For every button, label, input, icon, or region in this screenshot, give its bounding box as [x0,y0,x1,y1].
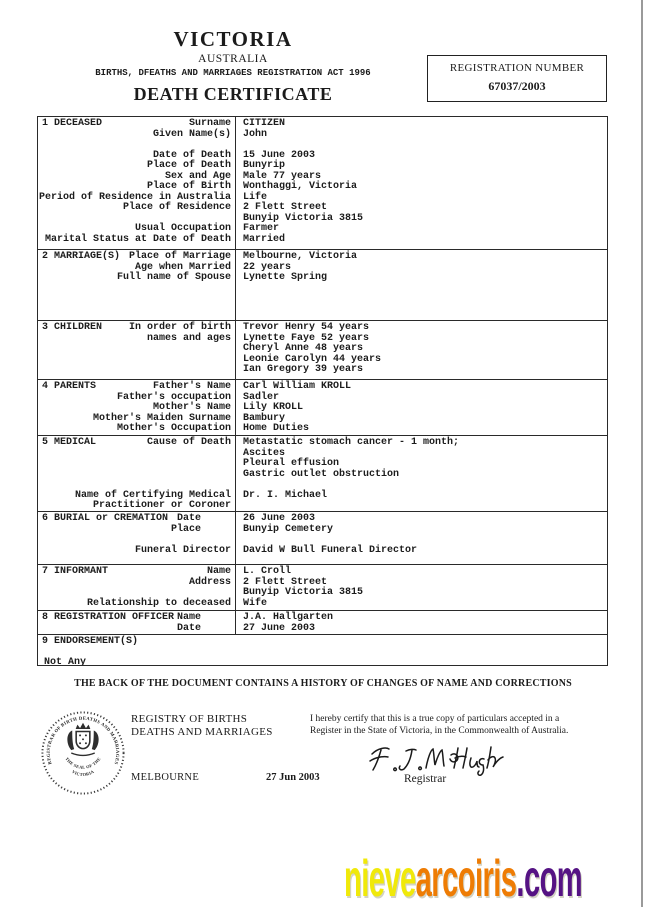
field-label: Date of Death [152,149,231,161]
field-label: Usual Occupation [134,223,231,234]
field-value: 15 June 2003 [243,149,316,161]
field-line [38,459,607,470]
field-line [38,182,607,193]
field-line [38,224,607,235]
field-label: Sex and Age [164,170,231,182]
svg-text:VICTORIA: VICTORIA [71,768,95,778]
field-label: Marital Status at Date of Death [44,233,231,245]
field-line [38,344,607,355]
field-value: Wonthaggi, Victoria [243,181,358,192]
column-divider [235,117,236,249]
section-title: 4 PARENTS [42,381,97,392]
field-line [38,648,607,659]
field-label: Relationship to deceased [86,597,231,609]
registrar-label: Registrar [404,773,447,785]
field-value: Bunyip Victoria 3815 [243,587,364,598]
field-label: Age when Married [134,261,231,273]
field-label: Mother's Name [152,402,231,413]
field-value: 2 Flett Street [243,202,328,213]
issue-date: 27 Jun 2003 [266,772,320,783]
field-value: Bunyip Victoria 3815 [243,212,364,224]
field-line [38,525,607,536]
field-label: Place [170,523,201,535]
field-line [38,214,607,225]
watermark-logo [344,850,583,908]
certify-line1: I hereby certify that this is a true copy of particulars accepted in a [310,714,560,724]
field-line [38,599,607,610]
field-value: Farmer [243,223,280,234]
field-label: Father's Name [152,381,231,392]
section-row [38,511,607,564]
field-value: Ascites [243,447,286,459]
section-title: 8 REGISTRATION OFFICER [42,612,175,623]
section-row [38,610,607,634]
field-value: Wife [243,597,268,609]
certificate-table [37,116,608,666]
field-label: Date [176,622,201,634]
field-value: Sadler [243,391,280,403]
field-line [38,658,607,665]
column-divider [235,321,236,379]
coat-of-arms-icon [67,723,98,756]
certify-statement [310,713,568,737]
issue-city: MELBOURNE [131,772,200,783]
section-title: 2 MARRIAGE(S) [42,251,121,262]
field-label: In order of birth [128,322,231,333]
field-label: Period of Residence in Australia [38,191,231,203]
field-label: Full name of Spouse [116,272,231,283]
field-label: Mother's Occupation [116,423,231,434]
field-label: Date [176,513,201,524]
field-value: Home Duties [243,423,310,434]
svg-text:THE SEAL OF THE: THE SEAL OF THE [64,756,102,770]
field-value: Metastatic stomach cancer - 1 month; [243,437,460,448]
field-label: Place of Birth [146,181,231,192]
section-row [38,117,607,249]
section-row [38,564,607,610]
field-line [38,203,607,214]
section-title: 1 DECEASED [42,118,103,129]
field-line [38,535,607,546]
section-row [38,634,607,665]
field-value: Not Any [44,657,87,665]
field-line [38,252,607,263]
field-line [38,480,607,491]
field-value: Pleural effusion [243,458,340,469]
section-title: 7 INFORMANT [42,566,109,577]
watermark-part3: .com [516,850,583,908]
act-line: BIRTHS, DFEATHS AND MARRIAGES REGISTRATION ACT 1996 [95,68,371,78]
registration-number-box [427,55,607,102]
field-value: Lynette Spring [243,272,328,283]
field-line [38,470,607,481]
field-line [38,382,607,393]
field-value: 2 Flett Street [243,576,328,588]
field-value: CITIZEN [243,118,286,129]
field-value: David W Bull Funeral Director [243,544,418,556]
field-value: Gastric outlet obstruction [243,468,400,480]
state-title: VICTORIA [173,27,293,51]
column-divider [235,565,236,610]
field-value: Bambury [243,412,286,424]
country-title: AUSTRALIA [198,53,268,65]
field-value: 26 June 2003 [243,513,316,524]
field-line [38,151,607,162]
watermark-part1: nieve [344,850,416,908]
field-line [38,403,607,414]
field-label: Name [206,566,231,577]
registry-name-line2: DEATHS AND MARRIAGES [131,726,273,738]
column-divider [235,250,236,320]
field-label: Funeral Director [134,544,231,556]
field-label: Mother's Maiden Surname [92,412,231,424]
field-value: 22 years [243,261,292,273]
section-row [38,249,607,320]
field-line [38,323,607,334]
field-label: Given Name(s) [152,128,231,140]
section-row [38,379,607,435]
field-line [38,624,607,635]
back-of-document-notice: THE BACK OF THE DOCUMENT CONTAINS A HISTORY OF CHANGES OF NAME AND CORRECTIONS [74,678,572,689]
field-line [38,424,607,435]
field-line [38,130,607,141]
field-label: Father's occupation [116,391,231,403]
field-value: Dr. I. Michael [243,489,328,501]
field-label: Practitioner or Coroner [92,500,231,511]
field-line [38,365,607,376]
field-value: Bunyrip [243,160,286,171]
field-value: L. Croll [243,566,292,577]
registration-number-value: 67037/2003 [488,79,546,93]
field-value: Cheryl Anne 48 years [243,343,364,354]
field-value: Male 77 years [243,170,322,182]
section-title: 3 CHILDREN [42,322,103,333]
section-title: 9 ENDORSEMENT(S) [42,636,139,647]
column-divider [235,512,236,564]
section-row [38,435,607,511]
field-label: names and ages [146,332,231,344]
section-title: 6 BURIAL or CREMATION [42,513,169,524]
registry-seal-icon [39,709,127,797]
column-divider [235,436,236,511]
field-line [38,588,607,599]
section-row [38,320,607,379]
field-line [38,393,607,404]
field-value: John [243,128,268,140]
field-value: Melbourne, Victoria [243,251,358,262]
field-value: 27 June 2003 [243,622,316,634]
column-divider [235,611,236,634]
registry-name-line1: REGISTRY OF BIRTHS [131,713,248,725]
field-line [38,273,607,284]
field-label: Cause of Death [146,437,231,448]
registry-name [131,713,273,739]
field-value: Life [243,191,268,203]
field-value: Lynette Faye 52 years [243,332,370,344]
svg-text:REGISTRAR OF BIRTH DEATHS AND: REGISTRAR OF BIRTH DEATHS AND MARRIAGES [46,716,120,765]
field-value: Ian Gregory 39 years [243,364,364,375]
field-label: Address [188,576,231,588]
certify-line2: Register in the State of Victoria, in the Commonwealth of Australia. [310,726,569,736]
section-title: 5 MEDICAL [42,437,97,448]
field-value: Leonie Carolyn 44 years [243,353,382,365]
field-line [38,119,607,130]
field-line [38,546,607,557]
field-value: Carl William KROLL [243,381,352,392]
field-line [38,235,607,246]
field-value: Lily KROLL [243,402,304,413]
field-line [38,161,607,172]
field-value: J.A. Hallgarten [243,612,334,623]
field-label: Place of Death [146,160,231,171]
field-label: Name of Certifying Medical [74,489,231,501]
field-label: Place of Residence [122,202,231,213]
field-label: Place of Marriage [128,251,231,262]
field-line [38,140,607,151]
field-line [38,567,607,578]
scan-edge-line [641,0,643,907]
column-divider [235,380,236,435]
field-value: Bunyip Cemetery [243,523,334,535]
field-line [38,501,607,511]
field-value: Trevor Henry 54 years [243,322,370,333]
field-label: Surname [188,118,231,129]
field-label: Name [176,612,201,623]
registration-number-label: REGISTRATION NUMBER [449,62,585,74]
certificate-title: DEATH CERTIFICATE [133,84,333,104]
watermark-part2: arcoiris [415,850,517,908]
field-value: Married [243,233,286,245]
field-line [38,438,607,449]
